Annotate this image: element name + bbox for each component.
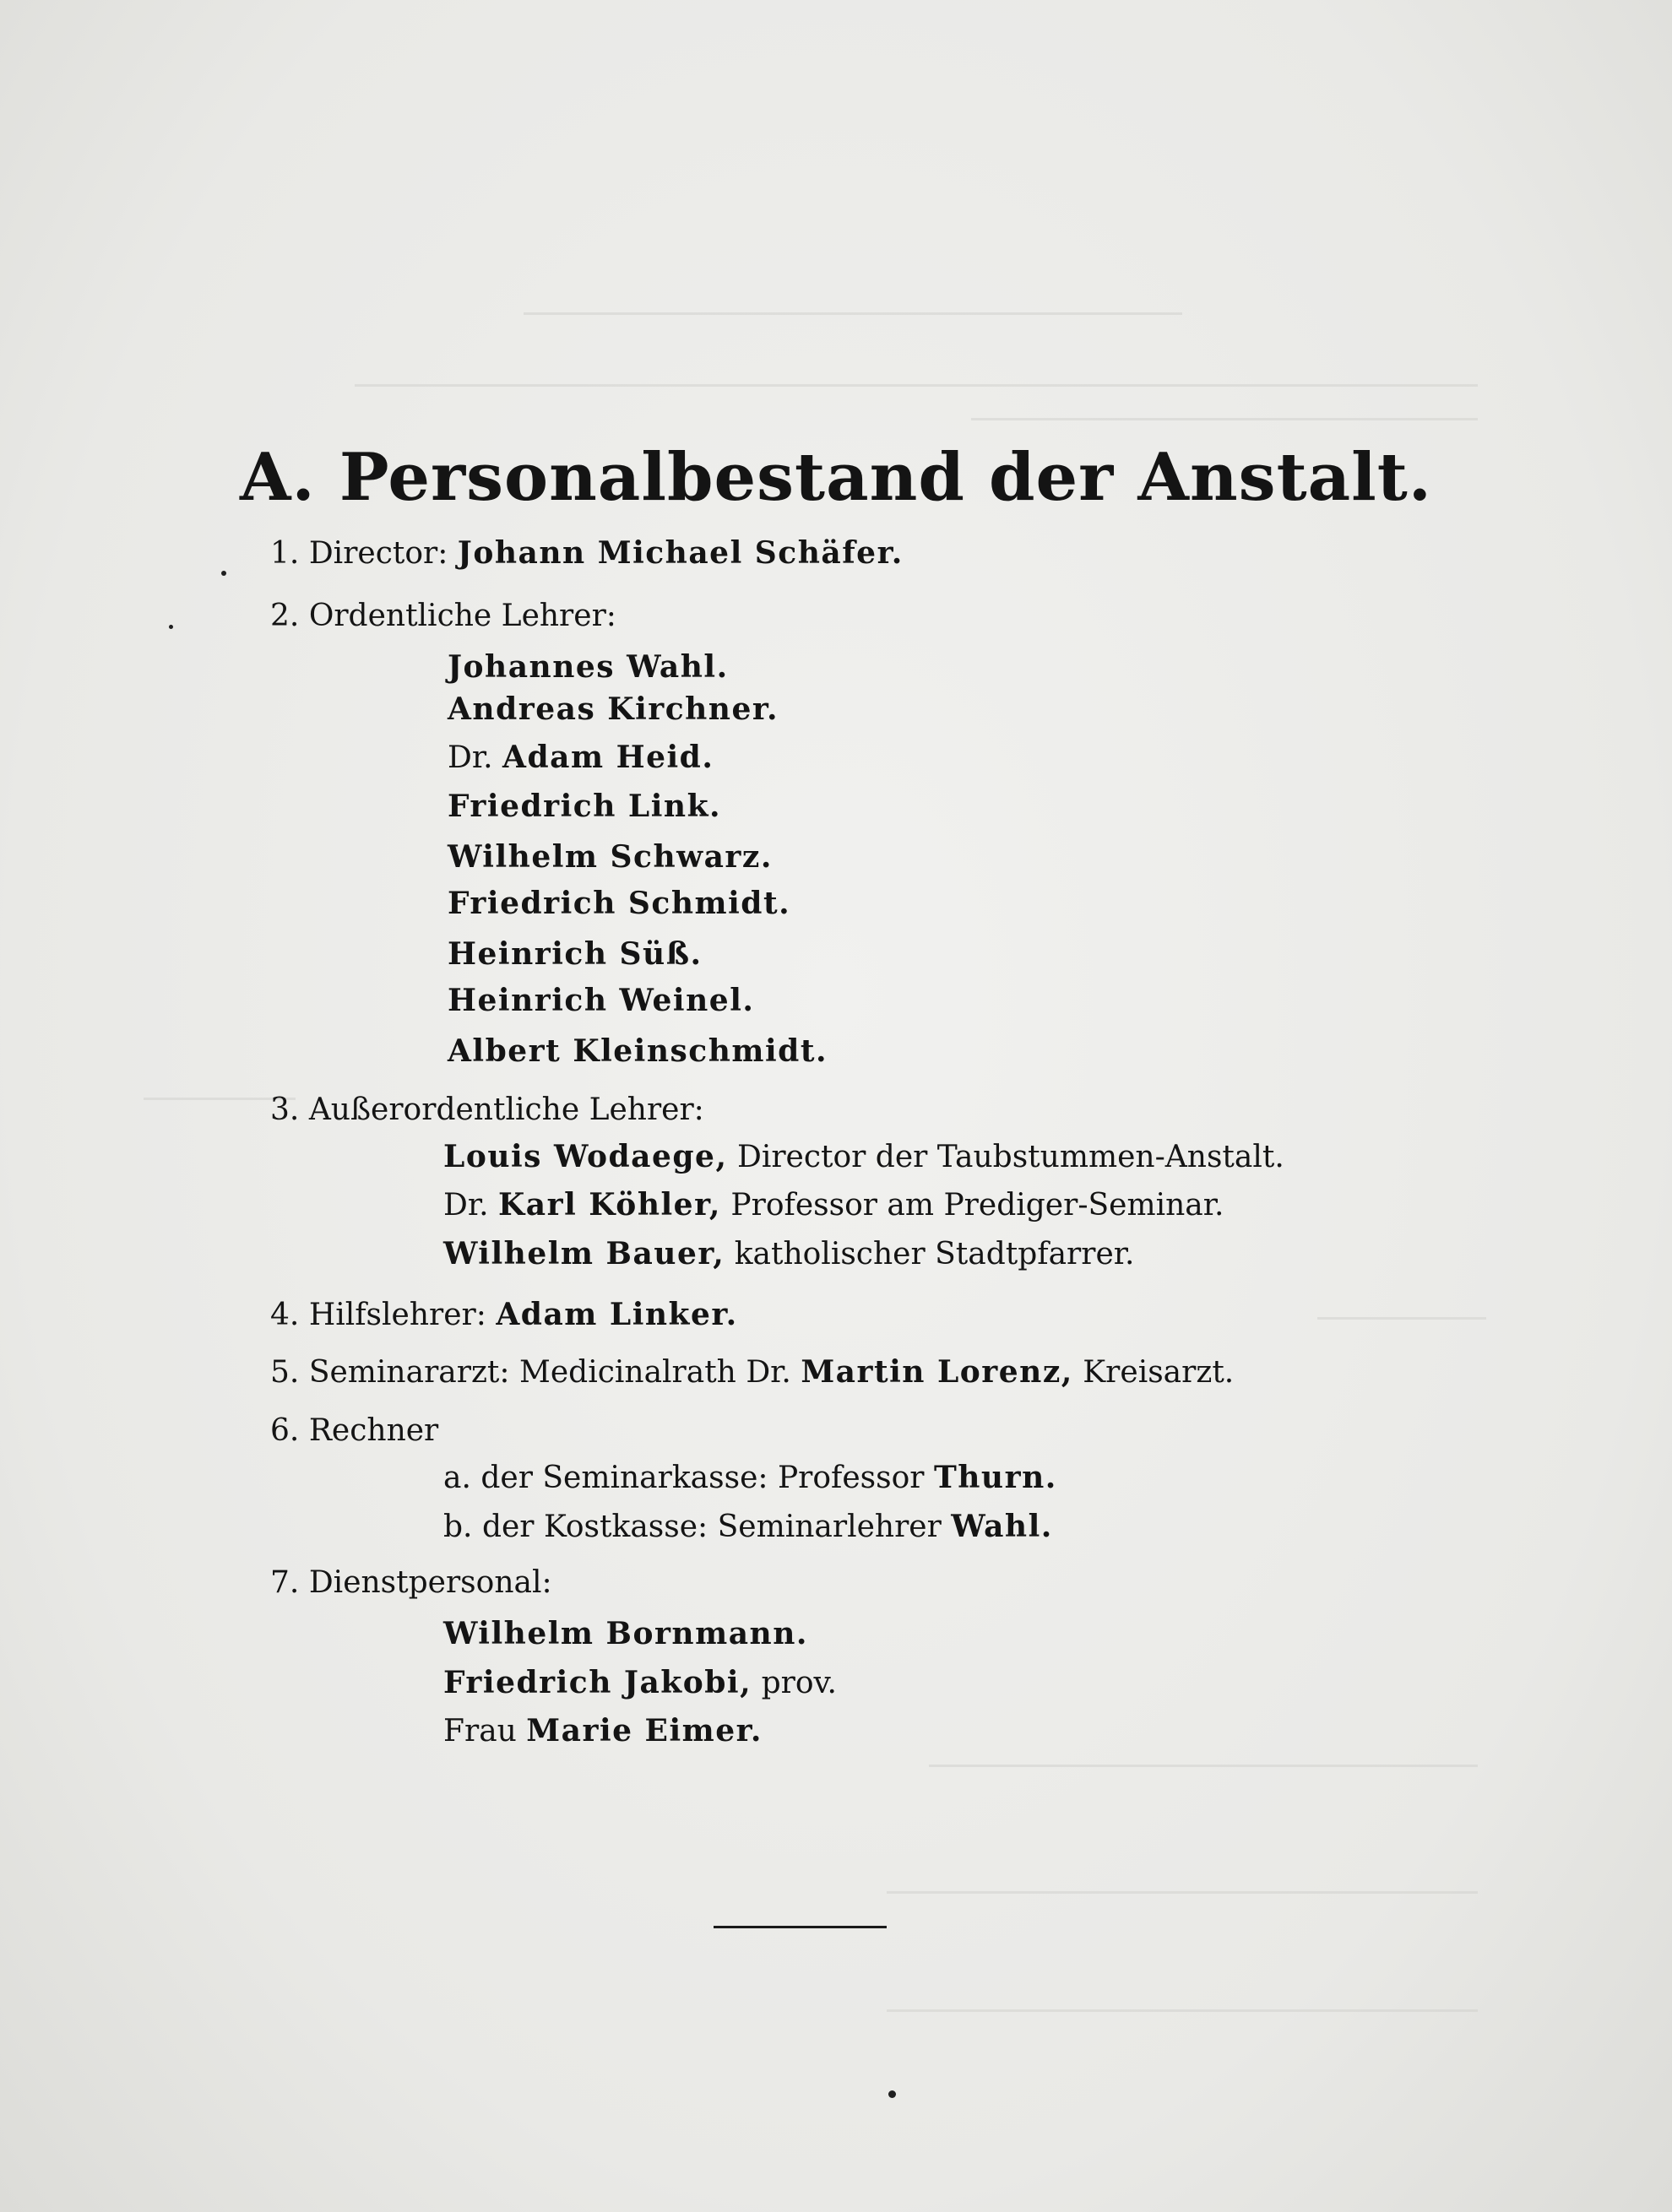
bleed-through-line (929, 1765, 1478, 1767)
teacher-name: Andreas Kirchner. (448, 691, 779, 727)
item-number: 7. (270, 1565, 300, 1600)
teacher-name: Adam Heid. (502, 740, 714, 775)
name-prefix: Frau (443, 1714, 517, 1748)
teacher-line (443, 1233, 1134, 1276)
teacher-line (448, 736, 714, 779)
bleed-through-line (355, 384, 1478, 387)
teacher-name: Albert Kleinschmidt. (448, 1033, 828, 1069)
teacher-role: katholischer Stadtpfarrer. (734, 1237, 1135, 1271)
staff-name: Friedrich Jakobi, (443, 1665, 752, 1700)
bleed-through-line (971, 418, 1478, 420)
hilfslehrer-name: Adam Linker. (496, 1297, 738, 1332)
dienstpersonal-heading (270, 1562, 552, 1604)
name-prefix: Dr. (448, 740, 493, 775)
ordentliche-heading (270, 595, 616, 637)
print-mark (221, 571, 226, 576)
teacher-name: Louis Wodaege, (443, 1139, 728, 1174)
teacher-line (448, 785, 721, 828)
print-mark (169, 625, 173, 629)
staff-line (443, 1710, 763, 1753)
bleed-through-line (887, 2009, 1478, 2012)
print-mark (888, 2090, 896, 2098)
staff-name: Wilhelm Bornmann. (443, 1616, 808, 1651)
teacher-name: Heinrich Süß. (448, 936, 703, 972)
item-number: 5. (270, 1355, 300, 1390)
item-label: Hilfslehrer: (308, 1298, 486, 1332)
teacher-name: Heinrich Weinel. (448, 983, 755, 1018)
teacher-role: Director der Taubstummen-Anstalt. (736, 1140, 1284, 1174)
ausserordentliche-heading (270, 1089, 704, 1131)
staff-line (443, 1613, 808, 1656)
teacher-name: Wilhelm Schwarz. (448, 839, 773, 875)
item-number: 4. (270, 1298, 300, 1332)
staff-line (443, 1662, 837, 1705)
item-letter: a. (443, 1461, 471, 1495)
staff-suffix: prov. (761, 1666, 837, 1700)
teacher-line (448, 933, 703, 976)
bleed-through-line (887, 1891, 1478, 1894)
item-label: Seminararzt: (308, 1355, 510, 1390)
teacher-line (443, 1136, 1284, 1179)
teacher-role: Professor am Prediger-Seminar. (730, 1188, 1224, 1223)
item-label: Ordentliche Lehrer: (308, 599, 616, 633)
teacher-line (448, 882, 790, 925)
rechner-name: Wahl. (951, 1509, 1053, 1544)
staff-name: Marie Eimer. (526, 1713, 763, 1748)
seminararzt-name: Martin Lorenz, (801, 1354, 1073, 1390)
item-number: 6. (270, 1413, 300, 1448)
item-letter: b. (443, 1510, 473, 1544)
teacher-name: Wilhelm Bauer, (443, 1236, 725, 1271)
rechner-text: der Kostkasse: Seminarlehrer (481, 1510, 942, 1544)
director-name: Johann Michael Schäfer. (457, 535, 904, 571)
rechner-item (443, 1505, 1053, 1548)
teacher-name: Johannes Wahl. (448, 649, 729, 685)
director-line (270, 532, 904, 575)
rechner-text: der Seminarkasse: Professor (480, 1461, 925, 1495)
item-label: Rechner (308, 1413, 439, 1448)
teacher-line (448, 1030, 828, 1073)
item-label: Director: (308, 536, 448, 571)
teacher-line (448, 836, 773, 879)
rechner-item (443, 1456, 1057, 1499)
seminararzt-line (270, 1351, 1234, 1394)
bleed-through-line (1317, 1317, 1486, 1320)
seminararzt-title: Medicinalrath Dr. (518, 1355, 791, 1390)
name-prefix: Dr. (443, 1188, 489, 1223)
teacher-line (448, 979, 754, 1022)
teacher-name: Friedrich Link. (448, 789, 722, 824)
teacher-line (443, 1184, 1224, 1227)
item-number: 2. (270, 599, 300, 633)
item-label: Dienstpersonal: (308, 1565, 552, 1600)
hilfslehrer-line (270, 1293, 738, 1336)
teacher-name: Karl Köhler, (498, 1187, 721, 1223)
item-number: 1. (270, 536, 300, 571)
closing-rule (714, 1926, 887, 1928)
rechner-name: Thurn. (933, 1460, 1057, 1495)
page-title: A. Personalbestand der Anstalt. (240, 439, 1432, 516)
item-label: Außerordentliche Lehrer: (308, 1092, 704, 1127)
teacher-line (448, 646, 729, 689)
item-number: 3. (270, 1092, 300, 1127)
bleed-through-line (524, 312, 1182, 315)
teacher-name: Friedrich Schmidt. (448, 886, 791, 921)
seminararzt-role: Kreisarzt. (1083, 1355, 1235, 1390)
teacher-line (448, 688, 779, 731)
rechner-heading (270, 1410, 438, 1452)
